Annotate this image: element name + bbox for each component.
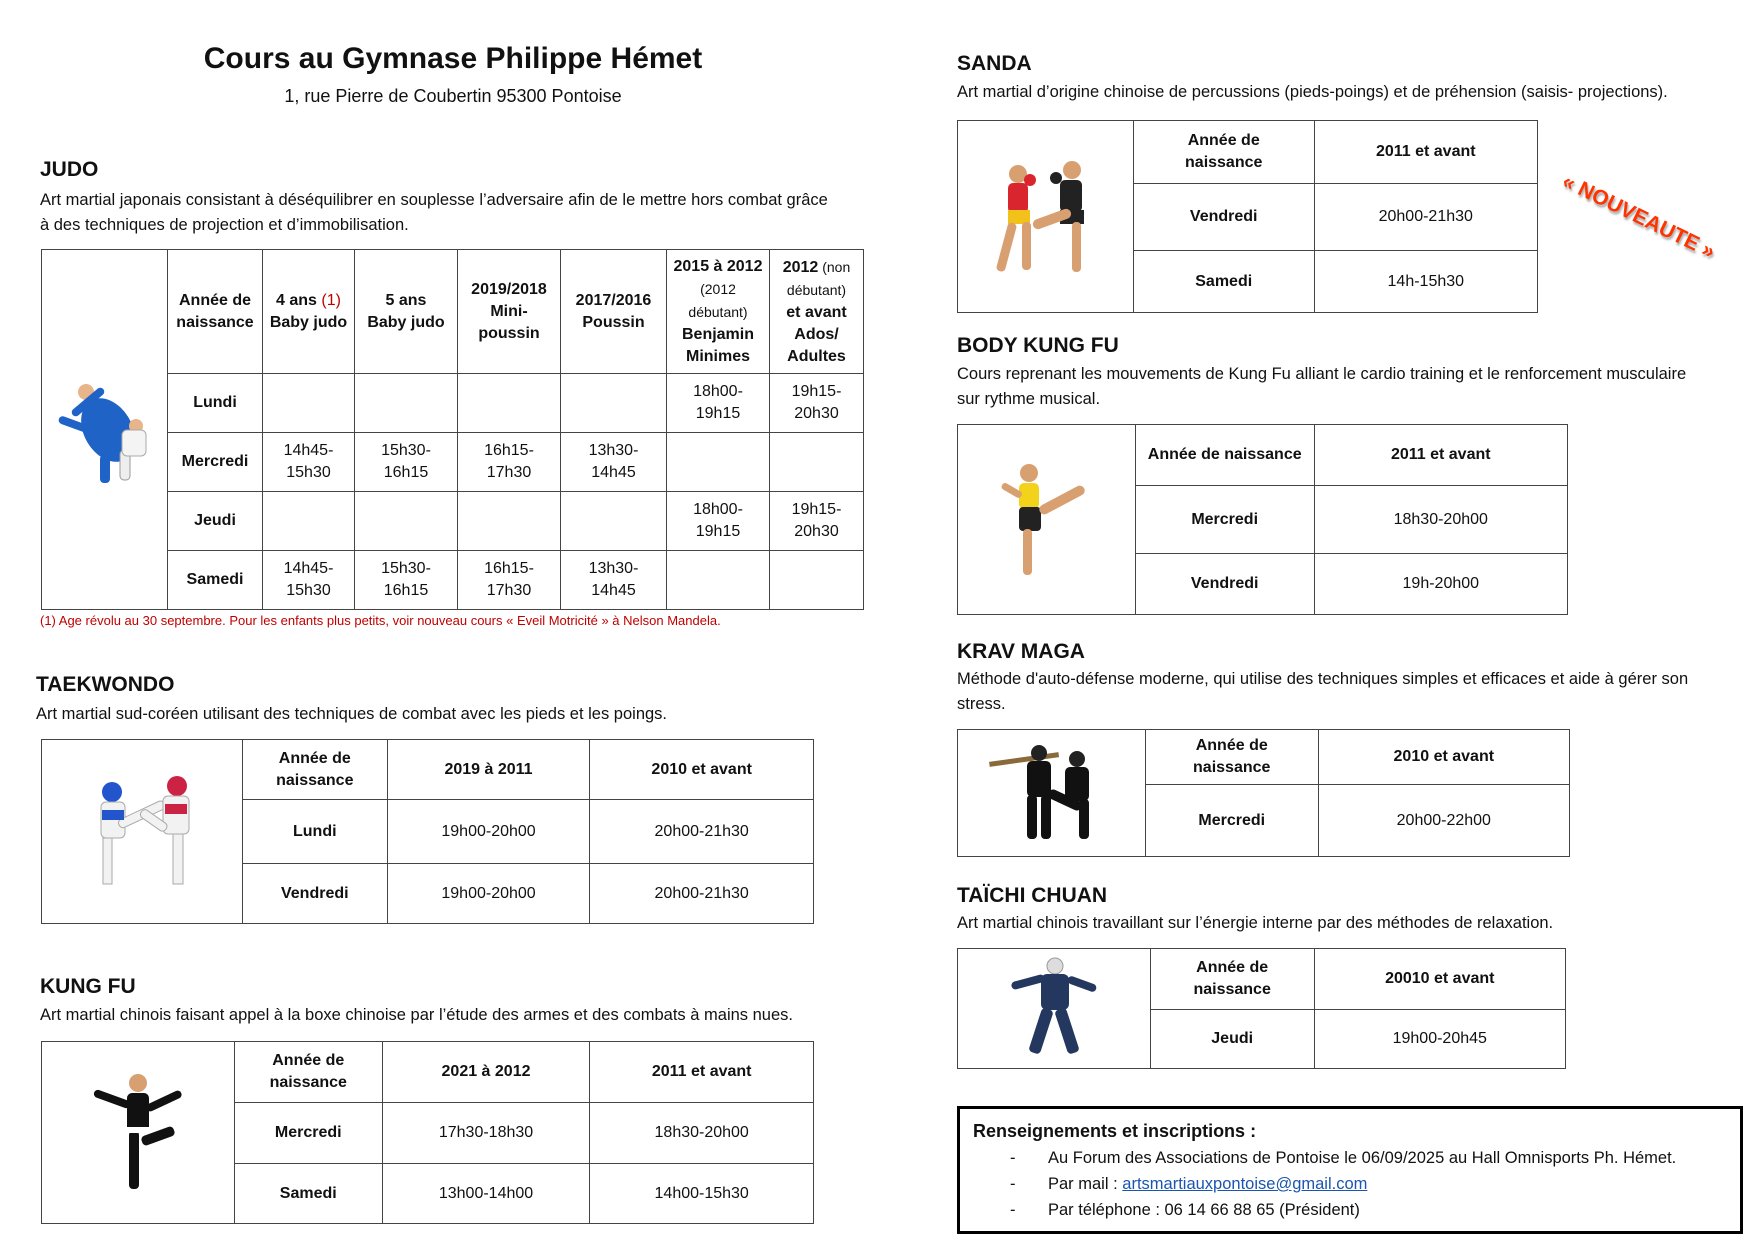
sanda-schedule-table — [957, 120, 1538, 313]
judo-col-4ans: 4 ans (1) Baby judo — [263, 250, 355, 374]
info-box — [957, 1106, 1743, 1234]
time-cell: 14h-15h30 — [1314, 251, 1537, 313]
time-cell: 18h30-20h00 — [590, 1103, 814, 1164]
time-cell — [263, 374, 355, 433]
time-cell — [770, 433, 864, 492]
time-cell: 19h15- 20h30 — [770, 374, 864, 433]
judo-description: Art martial japonais consistant à déséquilibrer en souplesse l’adversaire afin de le mettre hors combat grâce à des techniques de projection et d’immobilisation. — [40, 191, 828, 234]
time-cell — [458, 492, 561, 551]
taekwondo-col-1: 2019 à 2011 — [387, 740, 590, 800]
time-cell: 16h15- 17h30 — [458, 551, 561, 610]
info-line-forum: - Au Forum des Associations de Pontoise le 06/09/2025 au Hall Omnisports Ph. Hémet. — [1010, 1149, 1677, 1167]
judo-col-adultes: 2012 (non débutant) et avant Ados/ Adultes — [770, 250, 864, 374]
page-address: 1, rue Pierre de Coubertin 95300 Pontoise — [284, 86, 622, 106]
day-cell: Mercredi — [168, 433, 263, 492]
time-cell: 19h15- 20h30 — [770, 492, 864, 551]
day-cell: Mercredi — [234, 1103, 382, 1164]
sanda-title: SANDA — [957, 52, 1032, 75]
time-cell — [667, 551, 770, 610]
bodykungfu-description: Cours reprenant les mouvements de Kung Fu alliant le cardio training et le renforcement musculaire sur rythme musical. — [957, 365, 1687, 408]
time-cell — [561, 374, 667, 433]
kravmaga-description: Méthode d'auto-défense moderne, qui utilise des techniques simples et efficaces et aide à gérer son stress. — [957, 670, 1689, 713]
judo-age-note: (1) Age révolu au 30 septembre. Pour les enfants plus petits, voir nouveau cours « Eveil Motricité » à Nelson Mandela. — [40, 613, 721, 628]
taichi-col-1: 20010 et avant — [1314, 949, 1565, 1010]
sanda-col-1: 2011 et avant — [1314, 121, 1537, 184]
time-cell: 20h00-21h30 — [590, 864, 814, 924]
sanda-fighters-image — [980, 152, 1110, 282]
kungfu-title: KUNG FU — [40, 975, 136, 998]
judo-col-5ans: 5 ans Baby judo — [355, 250, 458, 374]
taichi-description: Art martial chinois travaillant sur l’énergie interne par des méthodes de relaxation. — [957, 914, 1554, 932]
judo-picture-cell — [42, 250, 168, 610]
time-cell: 16h15- 17h30 — [458, 433, 561, 492]
kungfu-col-2: 2011 et avant — [590, 1042, 814, 1103]
time-cell: 15h30- 16h15 — [355, 433, 458, 492]
sanda-description: Art martial d’origine chinoise de percussions (pieds-poings) et de préhension (saisis- projections). — [957, 83, 1668, 101]
day-cell: Samedi — [234, 1164, 382, 1224]
bodykungfu-picture-cell — [958, 425, 1136, 615]
bodykungfu-title: BODY KUNG FU — [957, 334, 1119, 357]
time-cell — [355, 374, 458, 433]
time-cell: 19h00-20h45 — [1314, 1010, 1565, 1069]
taekwondo-head-label: Année de naissance — [242, 740, 387, 800]
time-cell: 20h00-21h30 — [590, 800, 814, 864]
kravmaga-head-label: Année de naissance — [1145, 730, 1318, 785]
day-cell: Jeudi — [168, 492, 263, 551]
judo-col-mini-poussin: 2019/2018 Mini- poussin — [458, 250, 561, 374]
email-link[interactable]: artsmartiauxpontoise@gmail.com — [1122, 1175, 1368, 1193]
judo-col-benjamin: 2015 à 2012 (2012 débutant) Benjamin Minimes — [667, 250, 770, 374]
time-cell — [263, 492, 355, 551]
time-cell: 14h45- 15h30 — [263, 551, 355, 610]
time-cell — [667, 433, 770, 492]
taekwondo-picture-cell — [42, 740, 243, 924]
time-cell: 18h00- 19h15 — [667, 374, 770, 433]
kungfu-athlete-image — [83, 1063, 193, 1203]
day-cell: Vendredi — [242, 864, 387, 924]
time-cell: 13h30- 14h45 — [561, 433, 667, 492]
judo-schedule-table — [41, 249, 864, 610]
time-cell — [458, 374, 561, 433]
kravmaga-col-1: 2010 et avant — [1318, 730, 1569, 785]
time-cell: 20h00-22h00 — [1318, 785, 1569, 857]
bodykungfu-head-label: Année de naissance — [1135, 425, 1314, 486]
kravmaga-schedule-table — [957, 729, 1570, 857]
page-title: Cours au Gymnase Philippe Hémet — [203, 42, 703, 75]
taekwondo-athletes-image — [77, 772, 207, 892]
time-cell — [355, 492, 458, 551]
sanda-picture-cell — [958, 121, 1134, 313]
time-cell: 19h00-20h00 — [387, 800, 590, 864]
kravmaga-fighters-image — [981, 743, 1121, 843]
time-cell: 15h30- 16h15 — [355, 551, 458, 610]
bodykungfu-athlete-image — [991, 455, 1101, 585]
kravmaga-picture-cell — [958, 730, 1146, 857]
judo-title: JUDO — [40, 158, 99, 181]
taichi-schedule-table — [957, 948, 1566, 1069]
taekwondo-title: TAEKWONDO — [36, 673, 175, 696]
bodykungfu-col-1: 2011 et avant — [1314, 425, 1567, 486]
nouveaute-badge: « NOUVEAUTE » — [1558, 169, 1719, 264]
taekwondo-schedule-table — [41, 739, 814, 924]
taichi-title: TAÏCHI CHUAN — [957, 884, 1108, 907]
taichi-master-image — [999, 954, 1109, 1064]
time-cell: 18h30-20h00 — [1314, 486, 1567, 554]
info-line-phone: - Par téléphone : 06 14 66 88 65 (Président) — [1010, 1201, 1360, 1219]
taekwondo-col-2: 2010 et avant — [590, 740, 814, 800]
day-cell: Lundi — [168, 374, 263, 433]
kungfu-schedule-table — [41, 1041, 814, 1224]
day-cell: Lundi — [242, 800, 387, 864]
time-cell: 14h45- 15h30 — [263, 433, 355, 492]
info-line-mail: - Par mail : artsmartiauxpontoise@gmail.com — [1010, 1175, 1368, 1193]
time-cell: 20h00-21h30 — [1314, 184, 1537, 251]
time-cell: 17h30-18h30 — [382, 1103, 590, 1164]
day-cell: Mercredi — [1145, 785, 1318, 857]
time-cell: 13h00-14h00 — [382, 1164, 590, 1224]
judo-athletes-image — [50, 370, 160, 490]
kravmaga-title: KRAV MAGA — [957, 640, 1085, 663]
time-cell — [561, 492, 667, 551]
time-cell: 14h00-15h30 — [590, 1164, 814, 1224]
kungfu-head-label: Année de naissance — [234, 1042, 382, 1103]
day-cell: Vendredi — [1133, 184, 1314, 251]
taichi-head-label: Année de naissance — [1150, 949, 1314, 1010]
time-cell: 19h-20h00 — [1314, 554, 1567, 615]
kungfu-picture-cell — [42, 1042, 235, 1224]
time-cell: 19h00-20h00 — [387, 864, 590, 924]
judo-head-label: Année de naissance — [168, 250, 263, 374]
bodykungfu-schedule-table — [957, 424, 1568, 615]
time-cell: 18h00- 19h15 — [667, 492, 770, 551]
day-cell: Samedi — [1133, 251, 1314, 313]
info-title: Renseignements et inscriptions : — [973, 1121, 1257, 1141]
time-cell: 13h30- 14h45 — [561, 551, 667, 610]
judo-col-poussin: 2017/2016 Poussin — [561, 250, 667, 374]
day-cell: Samedi — [168, 551, 263, 610]
taekwondo-description: Art martial sud-coréen utilisant des techniques de combat avec les pieds et les poings. — [36, 705, 668, 723]
day-cell: Mercredi — [1135, 486, 1314, 554]
day-cell: Vendredi — [1135, 554, 1314, 615]
kungfu-col-1: 2021 à 2012 — [382, 1042, 590, 1103]
day-cell: Jeudi — [1150, 1010, 1314, 1069]
time-cell — [770, 551, 864, 610]
kungfu-description: Art martial chinois faisant appel à la boxe chinoise par l’étude des armes et des combats à mains nues. — [40, 1006, 793, 1024]
taichi-picture-cell — [958, 949, 1151, 1069]
sanda-head-label: Année de naissance — [1133, 121, 1314, 184]
